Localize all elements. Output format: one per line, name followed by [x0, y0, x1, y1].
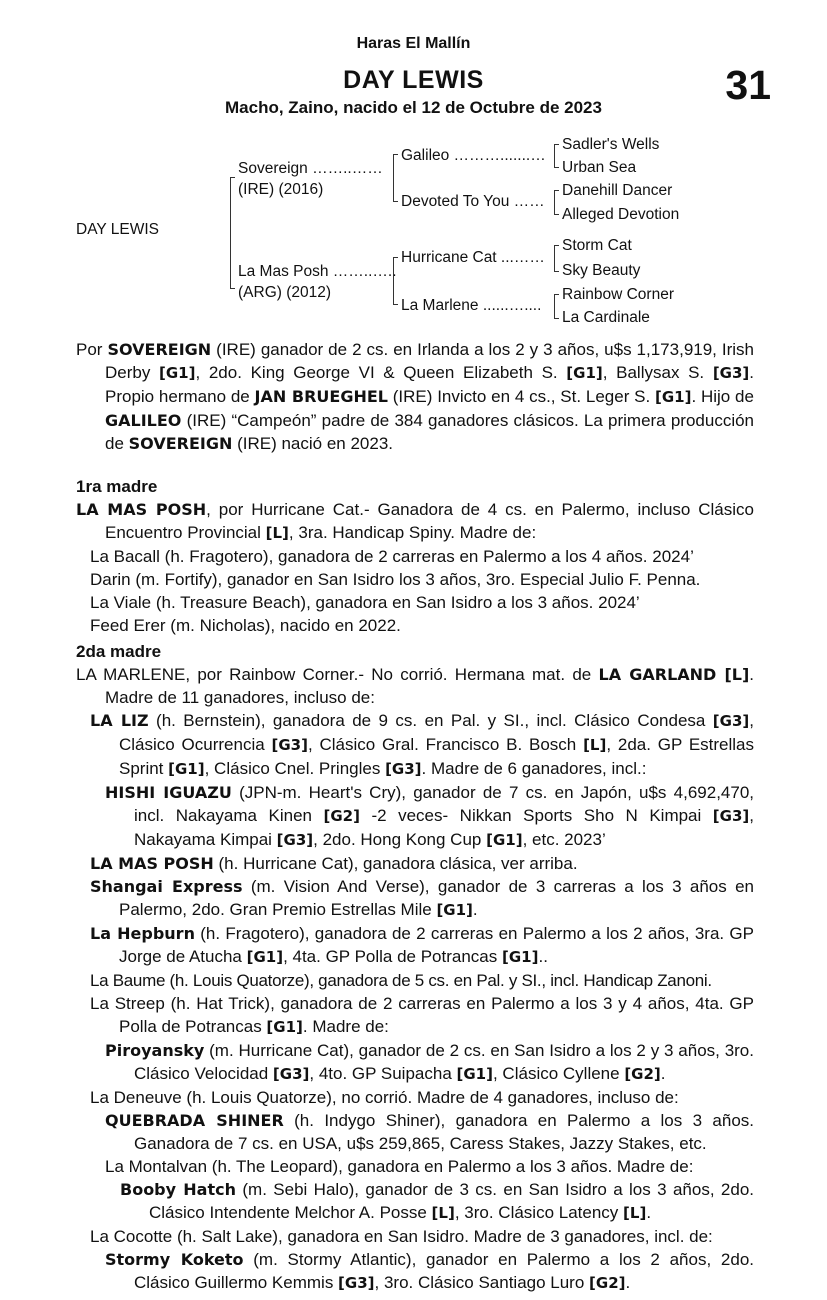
produce-hishi-iguazu: HISHI IGUAZU (JPN-m. Heart's Cry), ganador de 7 cs. en Japón, u$s 4,692,470, incl. Nakayama Kinen [G2] -2 veces- Nikkan Sports Sho N Kimpai [G3], Nakayama Kimpai [G3], 2do. Hong Kong Cup [G1], etc. 2023’ [105, 783, 755, 849]
produce-quebrada-shiner: QUEBRADA SHINER (h. Indygo Shiner), ganadora en Palermo a los 3 años. Ganadora de 7 cs. en USA, u$s 259,865, Caress Stakes, Jazzy Stakes, etc. [105, 1111, 754, 1153]
pedigree-ggp-3: Danehill Dancer [562, 182, 673, 199]
bracket-parents [230, 177, 235, 289]
first-dam-paragraph: LA MAS POSH, por Hurricane Cat.- Ganadora de 4 cs. en Palermo, incluso Clásico Encuentro Provincial [L], 3ra. Handicap Spiny. Madre de: [76, 500, 754, 542]
produce-la-streep: La Streep (h. Hat Trick), ganadora de 2 carreras en Palermo a los 3 y 4 años, 4ta. GP Polla de Potrancas [G1]. Madre de: [90, 994, 754, 1036]
pedigree-dam: La Mas Posh ……..….. [238, 263, 397, 280]
produce-la-montalvan: La Montalvan (h. The Leopard), ganadora en Palermo a los 3 años. Madre de: [105, 1157, 694, 1176]
catalog-text [76, 338, 754, 1295]
horse-description: Macho, Zaino, nacido el 12 de Octubre de 2023 [225, 98, 602, 117]
bracket-galileo [554, 144, 559, 168]
bracket-dam [393, 257, 398, 305]
produce-item: Feed Erer (m. Nicholas), nacido en 2022. [90, 616, 401, 635]
produce-la-baume: La Baume (h. Louis Quatorze), ganadora de 5 cs. en Pal. y SI., incl. Handicap Zanoni. [90, 971, 712, 990]
pedigree-dam-origin: (ARG) (2012) [238, 284, 332, 301]
produce-la-mas-posh: LA MAS POSH (h. Hurricane Cat), ganadora clásica, ver arriba. [90, 854, 578, 873]
first-dam-heading: 1ra madre [76, 477, 158, 496]
produce-booby-hatch: Booby Hatch (m. Sebi Halo), ganador de 3 cs. en San Isidro a los 3 años, 2do. Clásico Intendente Melchor A. Posse [L], 3ro. Clásico Latency [L]. [120, 1180, 754, 1222]
produce-item: La Viale (h. Treasure Beach), ganadora en San Isidro a los 3 años. 2024’ [90, 593, 640, 612]
pedigree-sire-dam: Devoted To You …… [401, 193, 545, 210]
horse-name: DAY LEWIS [343, 66, 484, 94]
sire-paragraph: Por SOVEREIGN (IRE) ganador de 2 cs. en Irlanda a los 2 y 3 años, u$s 1,173,919, Irish Derby [G1], 2do. King George VI & Queen Elizabeth S. [G1], Ballysax S. [G3]. Propio hermano de JAN BRUEGHEL (IRE) Invicto en 4 cs., St. Leger S. [G1]. Hijo de GALILEO (IRE) “Campeón” padre de 384 ganadores clásicos. La primera producción de SOVEREIGN (IRE) nació en 2023. [76, 340, 755, 453]
produce-la-cocotte: La Cocotte (h. Salt Lake), ganadora en San Isidro. Madre de 3 ganadores, incl. de: [90, 1227, 713, 1246]
pedigree-ggp-8: La Cardinale [562, 309, 650, 326]
lot-number: 31 [725, 62, 771, 108]
produce-la-deneuve: La Deneuve (h. Louis Quatorze), no corrió. Madre de 4 ganadores, incluso de: [90, 1088, 679, 1107]
pedigree-sire: Sovereign ……..…… [238, 160, 383, 177]
pedigree-subject: DAY LEWIS [76, 221, 159, 238]
produce-la-hepburn: La Hepburn (h. Fragotero), ganadora de 2 carreras en Palermo a los 2 años, 3ra. GP Jorge de Atucha [G1], 4ta. GP Polla de Potrancas [G1].. [90, 924, 754, 966]
produce-shangai-express: Shangai Express (m. Vision And Verse), ganador de 3 carreras a los 3 años en Palermo, 2do. Gran Premio Estrellas Mile [G1]. [90, 877, 754, 919]
bracket-marlene [554, 294, 559, 319]
second-dam-paragraph: LA MARLENE, por Rainbow Corner.- No corrió. Hermana mat. de LA GARLAND [L]. Madre de 11 ganadores, incluso de: [76, 665, 754, 707]
pedigree-dam-dam: La Marlene ......….... [401, 297, 542, 314]
bracket-devoted [554, 190, 559, 215]
pedigree-ggp-1: Sadler's Wells [562, 136, 660, 153]
produce-item: Darin (m. Fortify), ganador en San Isidro los 3 años, 3ro. Especial Julio F. Penna. [90, 570, 701, 589]
pedigree-ggp-4: Alleged Devotion [562, 206, 680, 223]
produce-piroyansky: Piroyansky (m. Hurricane Cat), ganador de 2 cs. en San Isidro a los 2 y 3 años, 3ro. Clásico Velocidad [G3], 4to. GP Suipacha [G1], Clásico Cyllene [G2]. [105, 1041, 754, 1083]
produce-la-liz: LA LIZ (h. Bernstein), ganadora de 9 cs. en Pal. y SI., incl. Clásico Condesa [G3], Clásico Ocurrencia [G3], Clásico Gral. Francisco B. Bosch [L], 2da. GP Estrellas Sprint [G1], Clásico Cnel. Pringles [G3]. Madre de 6 ganadores, incl.: [90, 711, 754, 778]
pedigree-sire-origin: (IRE) (2016) [238, 181, 324, 198]
produce-stormy-koketo: Stormy Koketo (m. Stormy Atlantic), ganador en Palermo a los 2 años, 2do. Clásico Guillermo Kemmis [G3], 3ro. Clásico Santiago Luro [G2]. [105, 1250, 754, 1292]
bracket-hurricane [554, 245, 559, 272]
bracket-sire [393, 154, 398, 202]
pedigree-dam-sire: Hurricane Cat ...…… [401, 249, 545, 266]
pedigree-ggp-2: Urban Sea [562, 159, 637, 176]
pedigree-ggp-6: Sky Beauty [562, 262, 641, 279]
farm-name: Haras El Mallín [356, 35, 471, 52]
produce-item: La Bacall (h. Fragotero), ganadora de 2 carreras en Palermo a los 4 años. 2024’ [90, 547, 694, 566]
pedigree-ggp-5: Storm Cat [562, 237, 632, 254]
pedigree-ggp-7: Rainbow Corner [562, 286, 674, 303]
pedigree-sire-sire: Galileo ……….......… [401, 147, 546, 164]
second-dam-heading: 2da madre [76, 642, 162, 661]
